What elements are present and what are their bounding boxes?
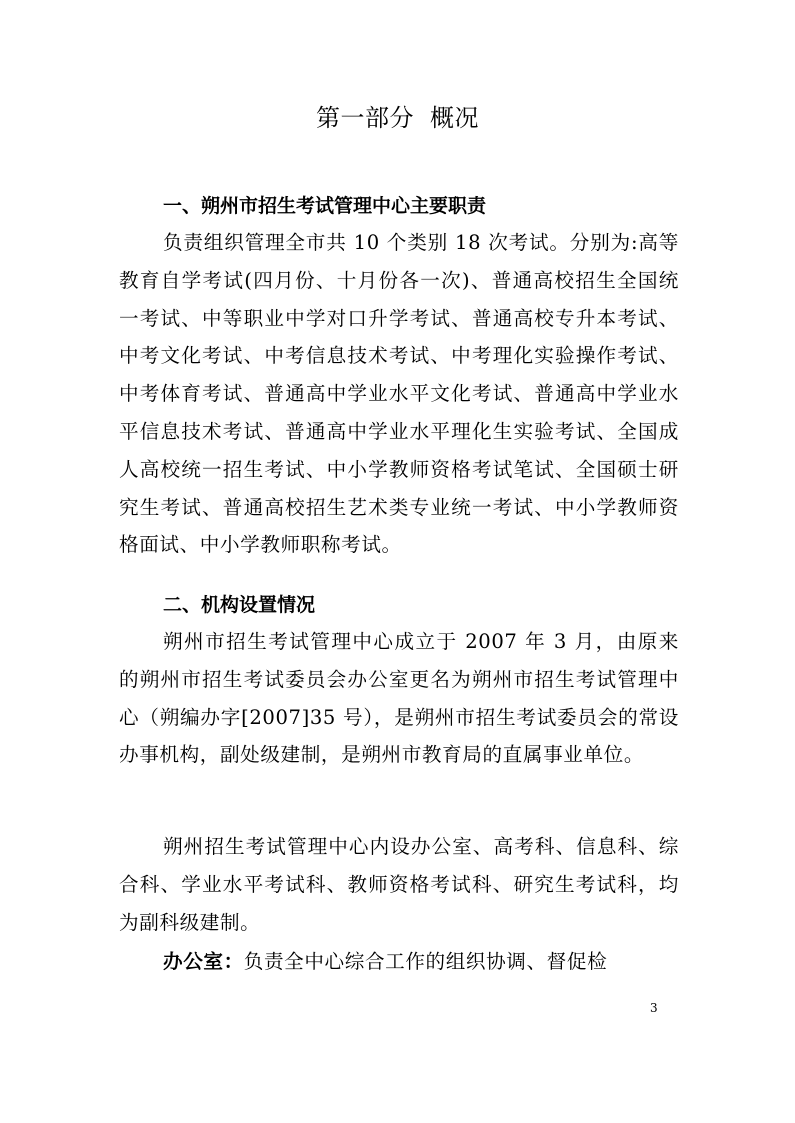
page-title-subject: 概况 [430, 104, 479, 132]
section-heading-organization: 二、机构设置情况 [163, 594, 316, 616]
office-label: 办公室： [163, 950, 244, 973]
departments-paragraph: 朔州招生考试管理中心内设办公室、高考科、信息科、综合科、学业水平考试科、教师资格考试科、研究生考试科，均为副科级建制。 [119, 835, 679, 934]
page-number: 3 [650, 1001, 658, 1015]
page-title-part: 第一部分 [316, 104, 414, 132]
office-duties-text: 负责全中心综合工作的组织协调、督促检 [243, 950, 608, 973]
responsibilities-paragraph: 负责组织管理全市共 10 个类别 18 次考试。分别为:高等教育自学考试(四月份、十月份各一次)、普通高校招生全国统一考试、中等职业中学对口升学考试、普通高校专升本考试、中考文化考试、中考信息技术考试、中考理化实验操作考试、中考体育考试、普通高中学业水平文化考试、普通高中学业水平信息技术考试、普通高中学业水平理化生实验考试、全国成人高校统一招生考试、中小学教师资格考试笔试、全国硕士研究生考试、普通高校招生艺术类专业统一考试、中小学教师资格面试、中小学教师职称考试。 [119, 231, 679, 557]
section-heading-responsibilities: 一、朔州市招生考试管理中心主要职责 [163, 195, 487, 217]
page-title [0, 98, 795, 138]
office-duties-paragraph [119, 943, 679, 981]
organization-paragraph: 朔州市招生考试管理中心成立于 2007 年 3 月，由原来的朔州市招生考试委员会办公室更名为朔州市招生考试管理中心（朔编办字[2007]35 号），是朔州市招生考试委员会的常设办事机构，副处级建制，是朔州市教育局的直属事业单位。 [119, 630, 679, 767]
